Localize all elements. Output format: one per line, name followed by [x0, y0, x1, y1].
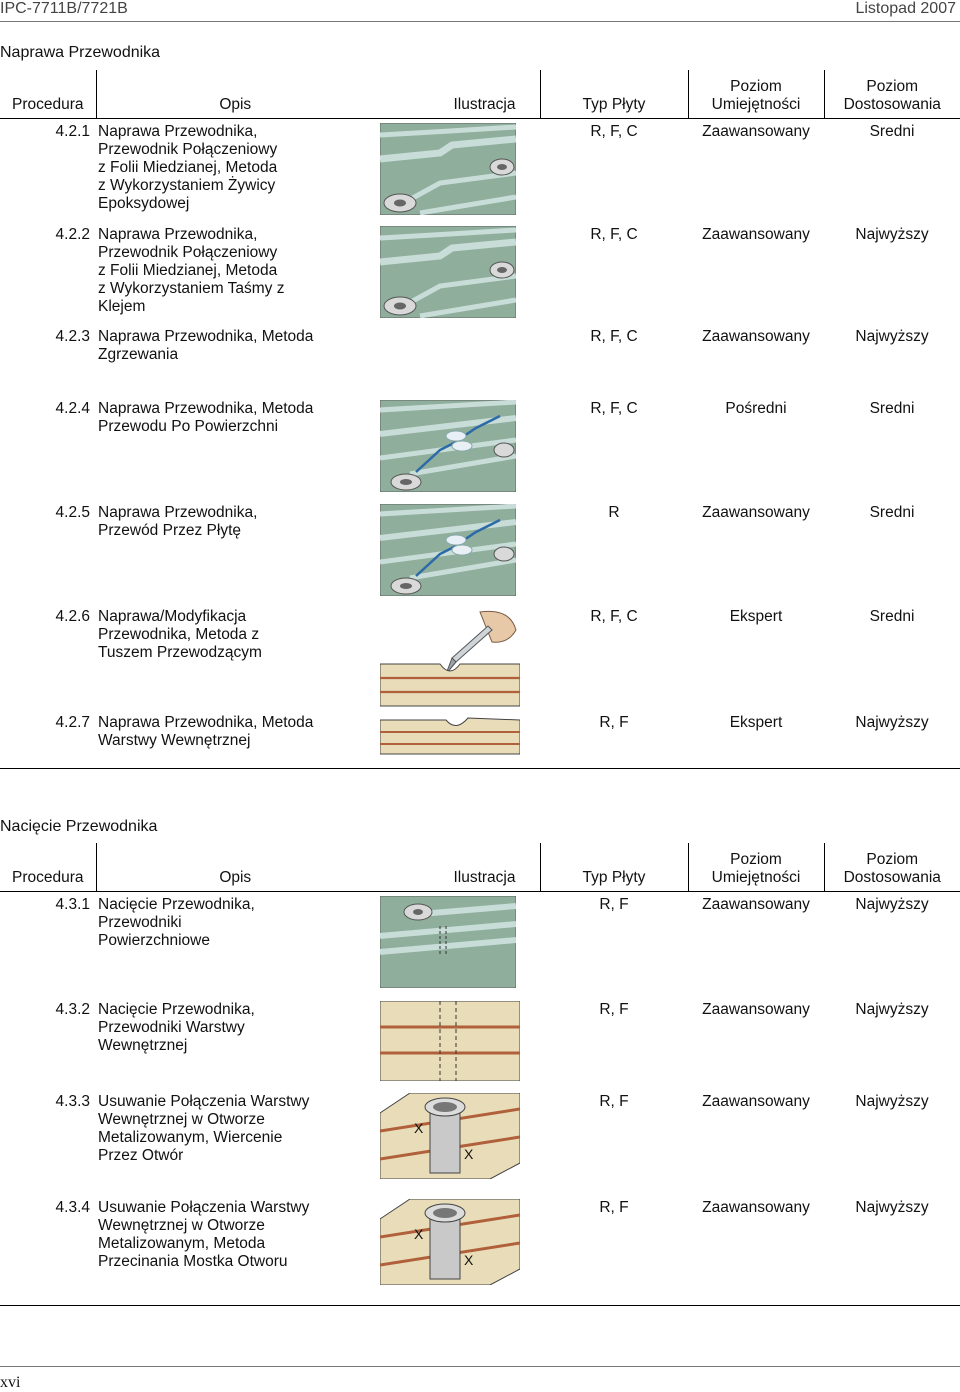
description-line: Naprawa Przewodnika, Metoda — [98, 400, 314, 417]
description-line: Przez Otwór — [98, 1147, 184, 1164]
description-line: Przewodniki — [98, 913, 182, 931]
illustration-cell — [374, 891, 540, 997]
procedure-description — [96, 324, 374, 396]
pcb-illustration — [380, 226, 516, 318]
col-header-procedura: Procedura — [0, 70, 96, 118]
board-type: R — [608, 504, 620, 521]
procedure-number: 4.2.6 — [55, 608, 90, 625]
header-rule — [0, 21, 960, 22]
table-row — [0, 1089, 960, 1195]
skill-level: Ekspert — [729, 608, 783, 625]
description-line: Przewodnik Połączeniowy — [98, 140, 278, 158]
description-line: Przewodu Po Powierzchni — [98, 418, 279, 435]
col-header-typ: Typ Płyty — [540, 843, 688, 891]
inner-layer-illustration — [380, 714, 520, 756]
table-row — [0, 1195, 960, 1305]
board-type: R, F — [540, 1195, 688, 1305]
procedure-description — [96, 891, 374, 997]
document-id: IPC-7711B/7721B — [0, 0, 128, 17]
skill-level: Zaawansowany — [702, 122, 810, 140]
skill-level: Zaawansowany — [702, 226, 810, 243]
table-row — [0, 222, 960, 324]
description-line: Tuszem Przewodzącym — [98, 644, 262, 661]
col-header-typ: Typ Płyty — [540, 70, 688, 118]
col-header-procedura: Procedura — [0, 843, 96, 891]
description-line: Przewodnik Połączeniowy — [98, 244, 278, 261]
board-type: R, F, C — [590, 328, 638, 345]
board-type: R, F, C — [590, 122, 638, 140]
section-title-naprawa: Naprawa Przewodnika — [0, 44, 161, 61]
procedure-number: 4.2.3 — [55, 328, 90, 345]
procedure-description — [96, 118, 374, 222]
col-header-dostosowania-line1: Poziom — [866, 77, 919, 95]
table-row — [0, 604, 960, 710]
col-header-opis: Opis — [96, 70, 374, 118]
description-line: Metalizowanym, Metoda — [98, 1235, 266, 1252]
procedure-number: 4.2.7 — [0, 710, 96, 768]
knife-ink-illustration — [380, 608, 520, 708]
description-line: Zgrzewania — [98, 346, 179, 363]
description-line: Nacięcie Przewodnika, — [98, 1001, 255, 1018]
description-line: z Folii Miedzianej, Metoda — [98, 262, 278, 279]
board-type: R, F — [599, 895, 629, 913]
board-type: R, F — [599, 1001, 629, 1018]
col-header-umiejetnosci-line1: Poziom — [730, 77, 782, 95]
conformance-level: Najwyższy — [855, 1093, 929, 1110]
description-line: Przewód Przez Płytę — [98, 522, 241, 539]
col-header-dostosowania-line2: Dostosowania — [843, 95, 941, 113]
col-header-umiejetnosci — [688, 843, 824, 891]
naciecie-table — [0, 843, 960, 1306]
description-line: Naprawa Przewodnika, — [98, 504, 258, 521]
procedure-description — [96, 1195, 374, 1305]
description-line: z Wykorzystaniem Żywicy — [98, 176, 276, 194]
description-line: Nacięcie Przewodnika, — [98, 895, 255, 913]
x-mark: X — [414, 1226, 424, 1242]
conformance-level: Sredni — [869, 504, 915, 521]
col-header-dostosowania — [824, 70, 960, 118]
col-header-ilustracja: Ilustracja — [374, 843, 540, 891]
plated-hole-illustration — [380, 1199, 520, 1285]
x-mark: X — [414, 1120, 424, 1136]
skill-level: Zaawansowany — [702, 504, 810, 521]
procedure-number: 4.3.1 — [55, 895, 90, 913]
illustration-cell — [374, 604, 540, 710]
illustration-cell — [374, 710, 540, 768]
description-line: Naprawa Przewodnika, Metoda — [98, 328, 314, 345]
board-type: R, F, C — [590, 226, 638, 243]
procedure-number: 4.2.5 — [55, 504, 90, 521]
procedure-number: 4.2.2 — [55, 226, 90, 243]
page-header — [0, 0, 960, 22]
illustration-cell — [374, 500, 540, 604]
description-line: Wewnętrznej — [98, 1037, 188, 1054]
board-type: R, F — [599, 1093, 629, 1110]
conformance-level: Sredni — [869, 608, 915, 625]
conformance-level: Najwyższy — [824, 710, 960, 768]
x-mark: X — [464, 1252, 474, 1268]
col-header-umiejetnosci-line2: Umiejętności — [711, 95, 801, 113]
procedure-description — [96, 500, 374, 604]
footer-rule — [0, 1366, 960, 1367]
illustration-cell — [374, 222, 540, 324]
description-line: Metalizowanym, Wiercenie — [98, 1129, 283, 1146]
illustration-cell — [374, 324, 540, 396]
pcb-illustration — [380, 123, 516, 215]
description-line: Usuwanie Połączenia Warstwy — [98, 1093, 310, 1110]
col-header-opis: Opis — [96, 843, 374, 891]
col-header-dostosowania — [824, 843, 960, 891]
description-line: Warstwy Wewnętrznej — [98, 732, 251, 749]
description-line: Wewnętrznej w Otworze — [98, 1217, 265, 1234]
skill-level: Zaawansowany — [702, 1001, 810, 1018]
table-row — [0, 396, 960, 500]
skill-level: Ekspert — [688, 710, 824, 768]
table-row — [0, 891, 960, 997]
skill-level: Zaawansowany — [702, 328, 810, 345]
description-line: Naprawa Przewodnika, — [98, 226, 258, 243]
conformance-level: Najwyższy — [824, 1195, 960, 1305]
description-line: Naprawa Przewodnika, Metoda — [98, 714, 314, 731]
procedure-description — [96, 997, 374, 1089]
plated-hole-illustration — [380, 1093, 520, 1179]
description-line: z Wykorzystaniem Taśmy z — [98, 280, 285, 297]
description-line: Naprawa Przewodnika, — [98, 122, 258, 140]
procedure-number: 4.2.4 — [55, 400, 90, 417]
description-line: Epoksydowej — [98, 194, 190, 212]
table-row — [0, 997, 960, 1089]
illustration-cell — [374, 118, 540, 222]
procedure-number: 4.2.1 — [55, 122, 90, 140]
board-type: R, F, C — [590, 400, 638, 417]
table-row — [0, 324, 960, 396]
board-type: R, F — [540, 710, 688, 768]
procedure-description — [96, 1089, 374, 1195]
col-header-umiejetnosci-line2: Umiejętności — [711, 868, 801, 886]
skill-level: Pośredni — [725, 400, 787, 417]
section-title-naciecie: Nacięcie Przewodnika — [0, 818, 158, 835]
skill-level: Zaawansowany — [702, 1093, 810, 1110]
table-row — [0, 118, 960, 222]
procedure-description — [96, 604, 374, 710]
conformance-level: Najwyższy — [855, 895, 929, 913]
description-line: Przewodnika, Metoda z — [98, 626, 260, 643]
pcb-wire-illustration — [380, 400, 516, 492]
pcb-cut-illustration — [380, 896, 516, 988]
procedure-number: 4.3.2 — [55, 1001, 90, 1018]
conformance-level: Sredni — [869, 400, 915, 417]
naprawa-table — [0, 70, 960, 769]
skill-level: Zaawansowany — [688, 1195, 824, 1305]
conformance-level: Najwyższy — [855, 1001, 929, 1018]
conformance-level: Sredni — [869, 122, 915, 140]
description-line: Przewodniki Warstwy — [98, 1019, 245, 1036]
description-line: Klejem — [98, 298, 146, 315]
description-line: Powierzchniowe — [98, 931, 210, 949]
description-line: Usuwanie Połączenia Warstwy — [98, 1199, 310, 1216]
procedure-description — [96, 222, 374, 324]
col-header-umiejetnosci-line1: Poziom — [730, 850, 782, 868]
page-number: xvi — [0, 1374, 21, 1391]
conformance-level: Najwyższy — [855, 328, 929, 345]
pcb-wire-illustration — [380, 504, 516, 596]
inner-layer-cut-illustration — [380, 1001, 520, 1081]
procedure-number: 4.3.4 — [0, 1195, 96, 1305]
illustration-cell — [374, 1089, 540, 1195]
description-line: Naprawa/Modyfikacja — [98, 608, 247, 625]
table-row — [0, 710, 960, 768]
description-line: Wewnętrznej w Otworze — [98, 1111, 265, 1128]
col-header-dostosowania-line1: Poziom — [866, 850, 919, 868]
col-header-dostosowania-line2: Dostosowania — [843, 868, 941, 886]
col-header-ilustracja: Ilustracja — [374, 70, 540, 118]
col-header-umiejetnosci — [688, 70, 824, 118]
procedure-number: 4.3.3 — [55, 1093, 90, 1110]
x-mark: X — [464, 1146, 474, 1162]
procedure-description — [96, 710, 374, 768]
board-type: R, F, C — [590, 608, 638, 625]
table-row — [0, 500, 960, 604]
illustration-cell — [374, 1195, 540, 1305]
document-date: Listopad 2007 — [855, 0, 956, 17]
skill-level: Zaawansowany — [702, 895, 810, 913]
illustration-cell — [374, 396, 540, 500]
description-line: z Folii Miedzianej, Metoda — [98, 158, 278, 176]
description-line: Przecinania Mostka Otworu — [98, 1253, 288, 1270]
illustration-cell — [374, 997, 540, 1089]
procedure-description — [96, 396, 374, 500]
conformance-level: Najwyższy — [855, 226, 929, 243]
